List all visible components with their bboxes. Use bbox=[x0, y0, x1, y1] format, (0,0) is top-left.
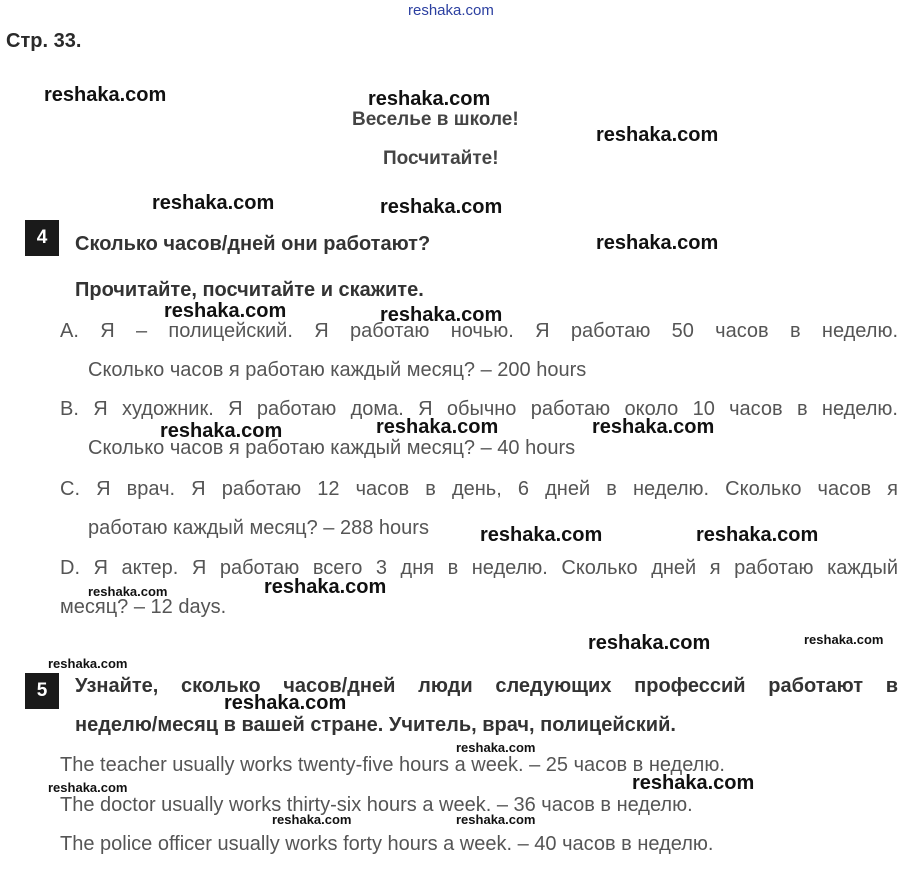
watermark: reshaka.com bbox=[376, 416, 499, 438]
watermark: reshaka.com bbox=[588, 632, 711, 654]
answer-doctor: The doctor usually works thirty-six hours a week. – 36 часов в неделю. bbox=[60, 794, 693, 816]
watermark: reshaka.com bbox=[264, 576, 387, 598]
task-5-line2: неделю/месяц в вашей стране. Учитель, врач, полицейский. bbox=[75, 714, 676, 736]
watermark: reshaka.com bbox=[160, 420, 283, 442]
watermark-small: reshaka.com bbox=[48, 656, 128, 671]
task-4-instruction: Прочитайте, посчитайте и скажите. bbox=[75, 279, 424, 301]
answer-teacher: The teacher usually works twenty-five hours a week. – 25 часов в неделю. bbox=[60, 754, 725, 776]
watermark-small: reshaka.com bbox=[48, 780, 128, 795]
answer-police-officer: The police officer usually works forty hours a week. – 40 часов в неделю. bbox=[60, 833, 714, 855]
watermark: reshaka.com bbox=[368, 88, 491, 110]
watermark: reshaka.com bbox=[596, 232, 719, 254]
item-b-line1: B. Я художник. Я работаю дома. Я обычно работаю около 10 часов в неделю. bbox=[60, 398, 898, 420]
watermark: reshaka.com bbox=[224, 692, 347, 714]
watermark: reshaka.com bbox=[596, 124, 719, 146]
item-d-line2: месяц? – 12 days. bbox=[60, 596, 227, 618]
watermark: reshaka.com bbox=[152, 192, 275, 214]
watermark: reshaka.com bbox=[164, 300, 287, 322]
task-4-number: 4 bbox=[25, 220, 59, 256]
watermark: reshaka.com bbox=[44, 84, 167, 106]
watermark-small: reshaka.com bbox=[456, 812, 536, 827]
item-b-line2: Сколько часов я работаю каждый месяц? – 40 hours bbox=[88, 437, 576, 459]
item-a-line1: A. Я – полицейский. Я работаю ночью. Я работаю 50 часов в неделю. bbox=[60, 320, 898, 342]
watermark: reshaka.com bbox=[480, 524, 603, 546]
lesson-subtitle: Посчитайте! bbox=[383, 148, 499, 169]
watermark: reshaka.com bbox=[380, 196, 503, 218]
task-4-question: Сколько часов/дней они работают? bbox=[75, 233, 431, 255]
watermark-small: reshaka.com bbox=[88, 584, 168, 599]
item-c-line2: работаю каждый месяц? – 288 hours bbox=[88, 517, 429, 539]
watermark: reshaka.com bbox=[380, 304, 503, 326]
watermark-small: reshaka.com bbox=[272, 812, 352, 827]
page-reference: Стр. 33. bbox=[6, 30, 82, 52]
watermark: reshaka.com bbox=[696, 524, 819, 546]
watermark: reshaka.com bbox=[632, 772, 755, 794]
watermark-small: reshaka.com bbox=[456, 740, 536, 755]
item-a-line2: Сколько часов я работаю каждый месяц? – 200 hours bbox=[88, 359, 587, 381]
item-d-line1: D. Я актер. Я работаю всего 3 дня в неделю. Сколько дней я работаю каждый bbox=[60, 557, 898, 579]
task-5-line1: Узнайте, сколько часов/дней люди следующих профессий работают в bbox=[75, 675, 898, 697]
lesson-title: Веселье в школе! bbox=[352, 109, 519, 130]
item-c-line1: C. Я врач. Я работаю 12 часов в день, 6 дней в неделю. Сколько часов я bbox=[60, 478, 898, 500]
task-5-number: 5 bbox=[25, 673, 59, 709]
watermark-small: reshaka.com bbox=[804, 632, 884, 647]
top-watermark: reshaka.com bbox=[408, 2, 494, 19]
watermark: reshaka.com bbox=[592, 416, 715, 438]
